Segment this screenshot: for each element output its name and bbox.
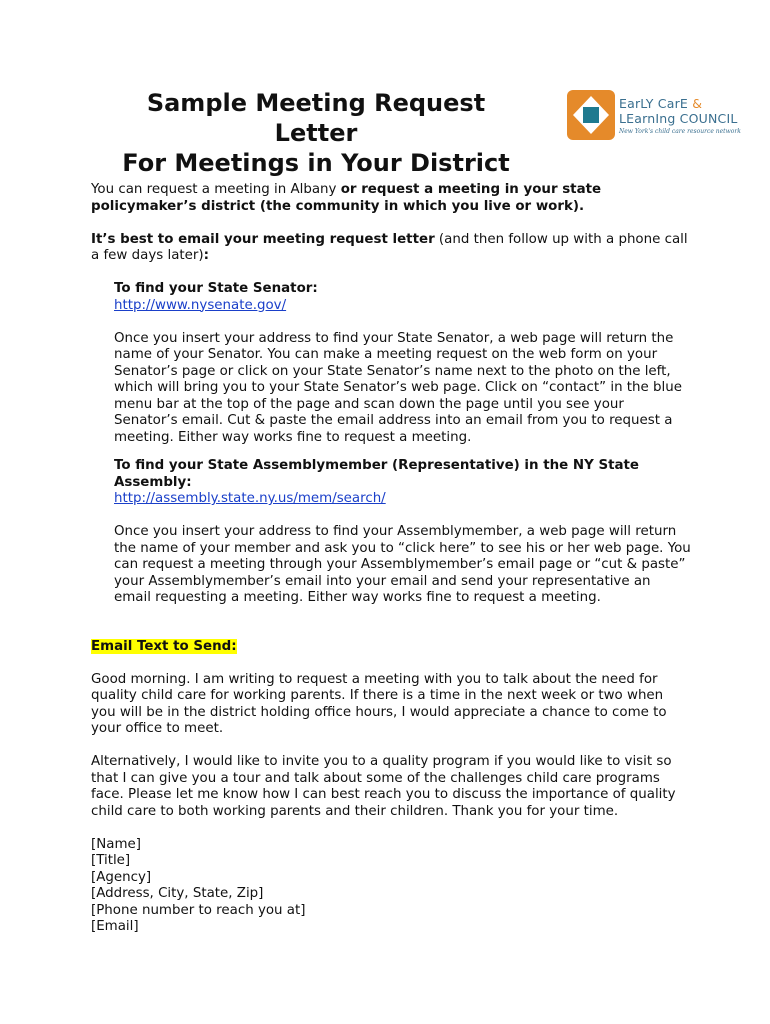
senator-instructions: Once you insert your address to find your State Senator, a web page will return the name of your Senator. You can make a meeting request on the web form on your Senator’s page or click on your State Senator’s name next to the photo on the left, which will bring you to your State Senator’s web page. Click on “contact” in the blue menu bar at the top of the page and scan down the page until you see your Senator’s email. Cut & paste the email address into an email from you to request a meeting. Either way works fine to request a meeting. xyxy=(114,330,682,445)
logo-mark-icon xyxy=(567,90,615,140)
email-text-heading xyxy=(91,639,691,656)
signature-phone: [Phone number to reach you at] xyxy=(91,902,306,918)
signature-agency: [Agency] xyxy=(91,869,152,885)
email-text-heading-label: Email Text to Send: xyxy=(91,638,237,654)
intro-paragraph xyxy=(91,182,691,215)
letter-body xyxy=(91,182,691,936)
signature-title: [Title] xyxy=(91,853,131,868)
signature-name: [Name] xyxy=(91,836,141,852)
assembly-instructions: Once you insert your address to find your Assemblymember, a web page will return the name of your member and ask you to “click here” to see his or her web page. You can request a meeting through your Assemblymember’s email page or “cut & paste” your Assemblymember’s email into your email and send your representative an email requesting a meeting. Either way works fine to request a meeting. xyxy=(114,524,691,605)
title-line-1: Sample Meeting Request xyxy=(146,89,486,117)
signature-block xyxy=(91,837,691,936)
email-paragraph-2: Alternatively, I would like to invite you to a quality program if you would like to visit so that I can give you a tour and talk about some of the challenges child care programs face. Please let me know how I can best reach you to discuss the importance of quality child care to both working parents and their children. Thank you for your time. xyxy=(91,754,676,819)
assembly-link[interactable]: http://assembly.state.ny.us/mem/search/ xyxy=(114,491,386,506)
intro-bold-text: or request a meeting in your state policymaker’s district (the community in which you live or work). xyxy=(91,182,602,214)
document-title xyxy=(100,88,532,177)
senator-heading-text: To find your State Senator: xyxy=(114,281,318,296)
early-care-learning-council-logo xyxy=(567,90,741,142)
title-line-3: For Meetings in Your District xyxy=(122,149,510,177)
signature-email: [Email] xyxy=(91,919,139,934)
logo-text-line2: LEarnIng COUNCIL xyxy=(619,111,738,126)
email-advice-bold: It’s best to email your meeting request letter xyxy=(91,231,435,247)
email-paragraph-1: Good morning. I am writing to request a meeting with you to talk about the need for quality child care for working parents. If there is a time in the next week or two when you will be in the district holding office hours, I would appreciate a chance to come to your office to meet. xyxy=(91,671,667,736)
logo-ampersand: & xyxy=(692,96,703,111)
email-advice-colon: : xyxy=(203,248,209,263)
email-advice-paragraph xyxy=(91,232,691,265)
senator-link[interactable]: http://www.nysenate.gov/ xyxy=(114,297,287,313)
logo-text-line1: EarLY CarE xyxy=(619,96,693,111)
assembly-heading xyxy=(114,458,691,491)
senator-section xyxy=(114,281,691,607)
email-advice-text: (and then follow up with a phone call a few days later) xyxy=(91,231,688,263)
assembly-heading-text: To find your State Assemblymember (Representative) in the NY State Assembly: xyxy=(114,458,640,490)
title-line-2: Letter xyxy=(274,119,358,147)
signature-address: [Address, City, State, Zip] xyxy=(91,886,264,901)
senator-heading xyxy=(114,281,691,298)
logo-tagline: New York's child care resource network xyxy=(619,128,741,135)
intro-text: You can request a meeting in Albany xyxy=(91,182,341,197)
